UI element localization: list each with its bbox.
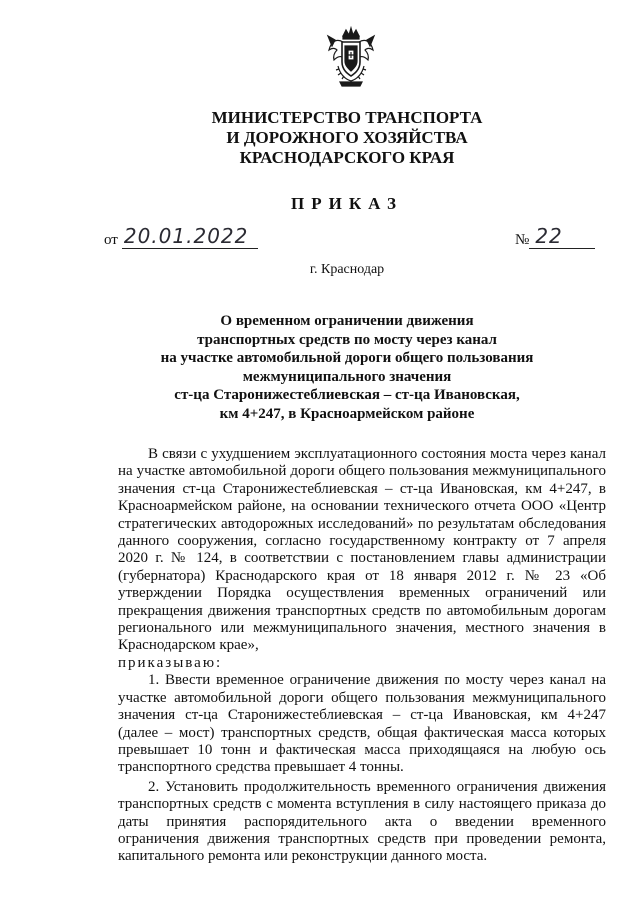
order-date-field: [104, 224, 258, 249]
order-subject: [0, 312, 632, 424]
date-prefix: от: [104, 232, 118, 248]
ministry-line: КРАСНОДАРСКОГО КРАЯ: [239, 148, 455, 167]
subject-line: О временном ограничении движения: [220, 313, 474, 329]
order-number-value: 22: [529, 224, 595, 249]
number-prefix: №: [515, 232, 530, 248]
ministry-header: [0, 108, 632, 168]
subject-line: транспортных средств по мосту через канал: [197, 331, 497, 348]
ministry-line: И ДОРОЖНОГО ХОЗЯЙСТВА: [226, 128, 468, 147]
subject-line: межмуниципального значения: [242, 368, 452, 385]
order-number-field: [515, 224, 595, 249]
subject-line: на участке автомобильной дороги общего пользования: [160, 350, 534, 367]
order-title: ПРИКАЗ: [291, 194, 403, 213]
order-item-2: 2. Установить продолжительность временного ограничения движения транспортных средств с момента вступления в силу настоящего приказа до даты принятия распорядительного акта о введении временного ограничения движения транспортных средств при проведении ремонта, капитального ремонта или реконструкции данного моста.: [118, 778, 606, 865]
subject-line: ст-ца Старонижестеблиевская – ст-ца Ивановская,: [174, 387, 520, 404]
ministry-line: МИНИСТЕРСТВО ТРАНСПОРТА: [211, 108, 483, 127]
preamble-paragraph: В связи с ухудшением эксплуатационного состояния моста через канал на участке автомобильной дороги общего пользования межмуниципального значения ст-ца Старонижестеблиевская – ст-ца Ивановская, км 4+247, в Красноармейском районе, на основании технического отчета ООО «Центр стратегических автодорожных исследований» по результатам обследования данного сооружения, согласно государственному контракту от 7 апреля 2020 г. № 124, в соответствии с постановлением главы администрации (губернатора) Краснодарского края от 18 января 2012 г. № 23 «Об утверждении Порядка осуществления временных ограничений или прекращения движения транспортных средств по автомобильным дорогам регионального или межмуниципального значения, местного значения в Краснодарском крае»,: [118, 446, 606, 654]
subject-line: км 4+247, в Красноармейском районе: [219, 405, 475, 422]
order-body: [118, 446, 606, 866]
order-word: приказываю:: [118, 654, 223, 671]
order-date-value: 20.01.2022: [122, 224, 258, 249]
order-item-1: 1. Ввести временное ограничение движения по мосту через канал на участке автомобильной дороги общего пользования межмуниципального значения ст-ца Старонижестеблиевская – ст-ца Ивановская, км 4+247 (далее – мост) транспортных средств, общая фактическая масса которых превышает 10 тонн и фактическая масса приходящаяся на любую ось транспортного средства превышает 4 тонны.: [118, 672, 606, 776]
krasnodar-krai-coat-of-arms-icon: [326, 26, 376, 90]
order-city: г. Краснодар: [309, 262, 385, 277]
